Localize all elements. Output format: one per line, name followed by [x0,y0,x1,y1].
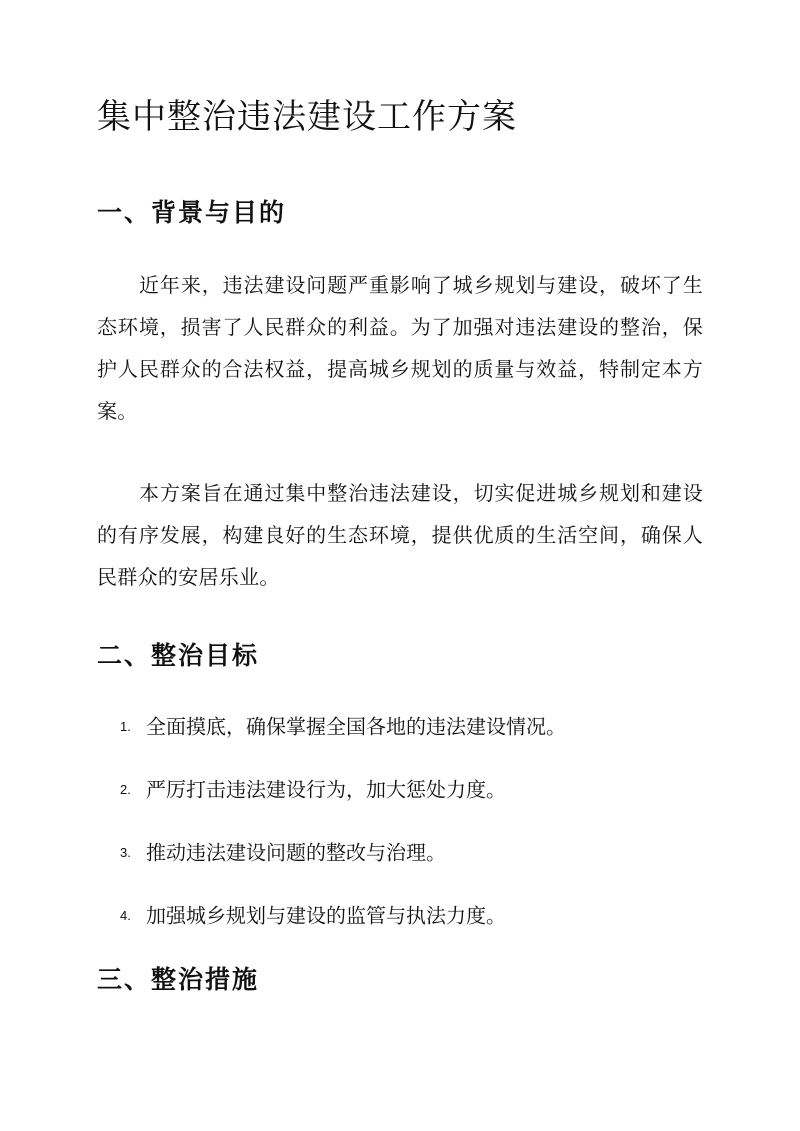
section-heading-measures: 三、整治措施 [97,965,260,994]
list-item-text: 全面摸底，确保掌握全国各地的违法建设情况。 [146,714,566,739]
list-item-text: 加强城乡规划与建设的监管与执法力度。 [146,903,506,928]
list-item-text: 推动违法建设问题的整改与治理。 [146,840,446,865]
section-heading-goals: 二、整治目标 [97,641,260,670]
paragraph-background-2: 本方案旨在通过集中整治违法建设，切实促进城乡规划和建设的有序发展，构建良好的生态环境，提供优质的生活空间，确保人民群众的安居乐业。 [97,481,703,589]
list-item-text: 严厉打击违法建设行为，加大惩处力度。 [146,777,506,802]
list-item-number: 2. [120,781,131,797]
section-heading-background: 一、背景与目的 [97,198,287,227]
list-item [120,710,566,742]
paragraph-background-1: 近年来，违法建设问题严重影响了城乡规划与建设，破坏了生态环境，损害了人民群众的利益。为了加强对违法建设的整治，保护人民群众的合法权益，提高城乡规划的质量与效益，特制定本方案。 [97,273,703,423]
list-item [120,899,506,931]
list-item [120,773,506,805]
list-item-number: 1. [120,718,131,734]
list-item-number: 3. [120,844,131,860]
list-item-number: 4. [120,907,131,923]
document-title: 集中整治违法建设工作方案 [97,97,517,137]
list-item [120,836,446,868]
